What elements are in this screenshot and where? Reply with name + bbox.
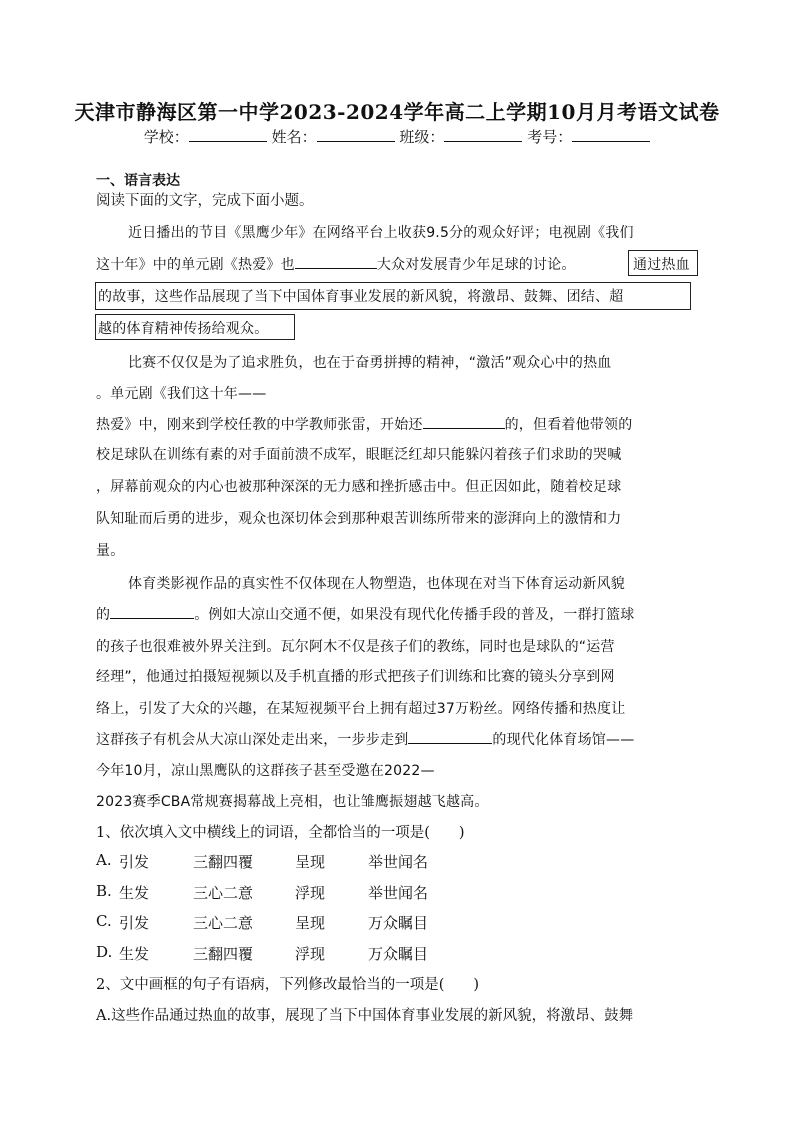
option-word: 浮现 (295, 945, 326, 963)
passage-text: 这群孩子有机会从大凉山深处走出来，一步步走到 (96, 732, 409, 748)
option-word: 万众瞩目 (368, 945, 429, 963)
option-word: 万众瞩目 (368, 914, 429, 932)
option-letter: A. (96, 851, 112, 869)
option-word: 三翻四覆 (193, 853, 254, 871)
passage-line: 今年10月，凉山黑鹰队的这群孩子甚至受邀在2022— (96, 763, 435, 779)
passage-line: 校足球队在训练有素的对手面前溃不成军，眼眶泛红却只能躲闪着孩子们求助的哭喊 (96, 447, 622, 463)
option-row-d[interactable] (96, 943, 696, 963)
passage-line (96, 414, 632, 434)
school-label: 学校： (143, 128, 189, 146)
name-blank[interactable] (317, 127, 395, 142)
sentence-box-part (95, 282, 691, 310)
class-blank[interactable] (444, 127, 522, 142)
passage-line (96, 604, 634, 624)
answer-blank-4[interactable] (408, 729, 492, 744)
boxed-sentence-start: 通过热血 (633, 257, 690, 273)
option-word: 生发 (119, 884, 150, 902)
passage-text: 这十年》中的单元剧《热爱》也 (96, 257, 295, 273)
passage-line: 体育类影视作品的真实性不仅体现在人物塑造，也体现在对当下体育运动新风貌 (128, 576, 625, 592)
passage-line: 经理”，他通过拍摄短视频以及手机直播的形式把孩子们训练和比赛的镜头分享到网 (96, 669, 615, 685)
option-word: 举世闻名 (368, 884, 429, 902)
name-label: 姓名： (271, 128, 317, 146)
passage-line: 量。 (96, 543, 125, 559)
option-word: 呈现 (295, 914, 326, 932)
passage-text: 的现代化体育场馆—— (492, 732, 635, 748)
section-heading: 一、语言表达 (96, 173, 180, 189)
number-blank[interactable] (572, 127, 650, 142)
option-letter: D. (96, 943, 113, 961)
page-title: 天津市静海区第一中学2023-2024学年高二上学期10月月考语文试卷 (74, 100, 720, 124)
option-word: 浮现 (295, 884, 326, 902)
passage-line: 队知耻而后勇的进步，观众也深切体会到那种艰苦训练所带来的澎湃向上的激情和力 (96, 511, 622, 527)
option-word: 三心二意 (193, 914, 254, 932)
answer-blank-2[interactable] (423, 414, 505, 429)
option-word: 三心二意 (193, 884, 254, 902)
passage-line: 的孩子也很难被外界关注到。瓦尔阿木不仅是孩子们的教练，同时也是球队的“运营 (96, 639, 615, 655)
question-2-stem: 2、文中画框的句子有语病，下列修改最恰当的一项是( ) (96, 977, 480, 993)
passage-text: 的，但看着他带领的 (504, 417, 633, 433)
passage-line: 。单元剧《我们这十年—— (96, 386, 267, 402)
passage-text: 热爱》中，刚来到学校任教的中学教师张雷，开始还 (96, 417, 423, 433)
passage-line: ，屏幕前观众的内心也被那种深深的无力感和挫折感击中。但正因如此，随着校足球 (96, 479, 622, 495)
option-word: 举世闻名 (368, 853, 429, 871)
section-instruction: 阅读下面的文字，完成下面小题。 (96, 193, 314, 209)
passage-line (96, 729, 634, 749)
passage-line: 越的体育精神传扬给观众。 (98, 321, 269, 337)
answer-blank-1[interactable] (295, 254, 377, 269)
sentence-box-part (95, 314, 295, 340)
answer-blank-3[interactable] (110, 604, 194, 619)
student-info-line (0, 126, 794, 147)
school-blank[interactable] (189, 127, 267, 142)
option-letter: B. (96, 882, 112, 900)
passage-line: 近日播出的节目《黑鹰少年》在网络平台上收获9.5分的观众好评；电视剧《我们 (128, 225, 634, 241)
class-label: 班级： (399, 128, 445, 146)
option-word: 引发 (119, 853, 150, 871)
number-label: 考号： (527, 128, 573, 146)
passage-text: 大众对发展青少年足球的讨论。 (376, 257, 576, 273)
question-1-stem: 1、依次填入文中横线上的词语，全都恰当的一项是( ) (96, 825, 465, 841)
option-row-a[interactable] (96, 851, 696, 871)
passage-line (96, 254, 576, 274)
option-word: 三翻四覆 (193, 945, 254, 963)
passage-line: 络上，引发了大众的兴趣，在某短视频平台上拥有超过37万粉丝。网络传播和热度让 (96, 701, 626, 717)
passage-line: 比赛不仅仅是为了追求胜负，也在于奋勇拼搏的精神，“激活”观众心中的热血 (128, 355, 612, 371)
option-letter: C. (96, 912, 112, 930)
option-row-a[interactable]: A.这些作品通过热血的故事，展现了当下中国体育事业发展的新风貌，将激昂、鼓舞 (96, 1008, 634, 1024)
passage-text: 。例如大凉山交通不便，如果没有现代化传播手段的普及，一群打篮球 (194, 607, 635, 623)
passage-text: 的 (96, 607, 111, 623)
sentence-box-part (628, 250, 698, 276)
option-row-c[interactable] (96, 912, 696, 932)
option-word: 引发 (119, 914, 150, 932)
passage-line: 的故事，这些作品展现了当下中国体育事业发展的新风貌，将激昂、鼓舞、团结、超 (98, 289, 624, 305)
option-word: 呈现 (295, 853, 326, 871)
passage-line: 2023赛季CBA常规赛揭幕战上亮相，也让雏鹰振翅越飞越高。 (96, 794, 489, 810)
option-row-b[interactable] (96, 882, 696, 902)
option-word: 生发 (119, 945, 150, 963)
